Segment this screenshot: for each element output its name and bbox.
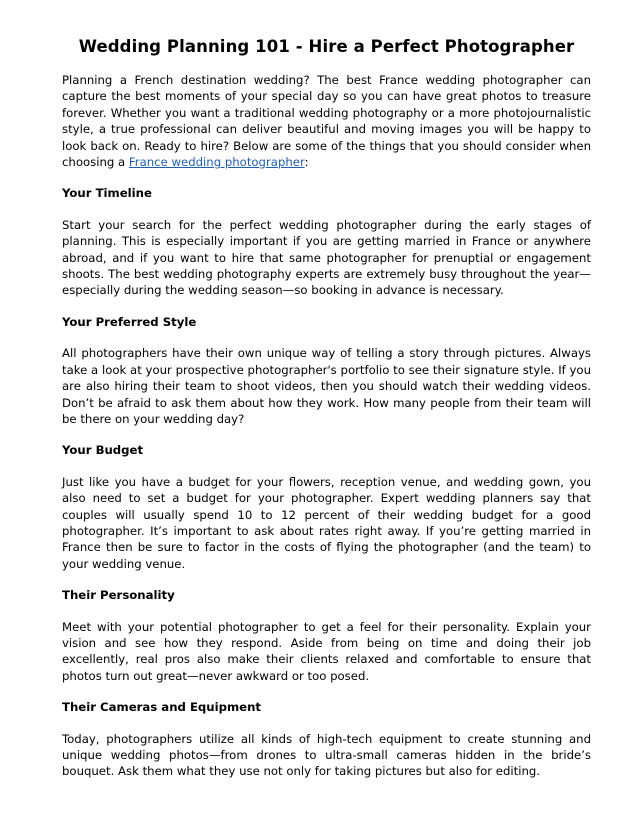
section-body-timeline: Start your search for the perfect wedding photographer during the early stages of planning. This is especially important if you are getting married in France or anywhere abroad, and if you want to hire that same photographer for prenuptial or engagement shoots. The best wedding photography experts are extremely busy throughout the year—especially during the wedding season—so booking in advance is necessary. [62,217,591,298]
section-heading-budget: Your Budget [62,443,144,458]
intro-paragraph [62,72,591,170]
document-title: Wedding Planning 101 - Hire a Perfect Photographer [78,37,575,56]
section-heading-timeline: Your Timeline [62,186,152,201]
section-heading-equipment: Their Cameras and Equipment [62,700,262,715]
section-heading-personality: Their Personality [62,588,175,603]
section-body-style: All photographers have their own unique way of telling a story through pictures. Always take a look at your prospective photographer's portfolio to see their signature style. If you are also hiring their team to shoot videos, then you should watch their wedding videos. Don’t be afraid to ask them about how they work. How many people from their team will be there on your wedding day? [62,346,591,426]
section-body-personality: Meet with your potential photographer to get a feel for their personality. Explain your vision and see how they respond. Aside from being on time and doing their job excellently, real pros also make their clients relaxed and comfortable to ensure that photos turn out great—never awkward or too posed. [62,619,591,683]
france-wedding-photographer-link[interactable]: France wedding photographer [128,155,305,170]
section-body-equipment: Today, photographers utilize all kinds of high-tech equipment to create stunning and unique wedding photos—from drones to ultra-small cameras hidden in the bride’s bouquet. Ask them what they use not only for taking pictures but also for editing. [62,731,591,779]
intro-text: Planning a French destination wedding? The best France wedding photographer can capture the best moments of your special day so you can have great photos to treasure forever. Whether you want a traditional wedding photography or a more photojournalistic style, a true professional can deliver beautiful and moving images you will be happy to look back on. Ready to hire? Below are some of the things that you should consider when choosing a [62,73,591,170]
section-body-budget: Just like you have a budget for your flowers, reception venue, and wedding gown, you also need to set a budget for your photographer. Expert wedding planners say that couples will usually spend 10 to 12 percent of their wedding budget for a good photographer. It’s important to ask about rates right away. If you’re getting married in France then be sure to factor in the costs of flying the photographer (and the team) to your wedding venue. [62,474,591,571]
intro-text-end: : [304,155,309,170]
section-heading-style: Your Preferred Style [62,314,197,329]
